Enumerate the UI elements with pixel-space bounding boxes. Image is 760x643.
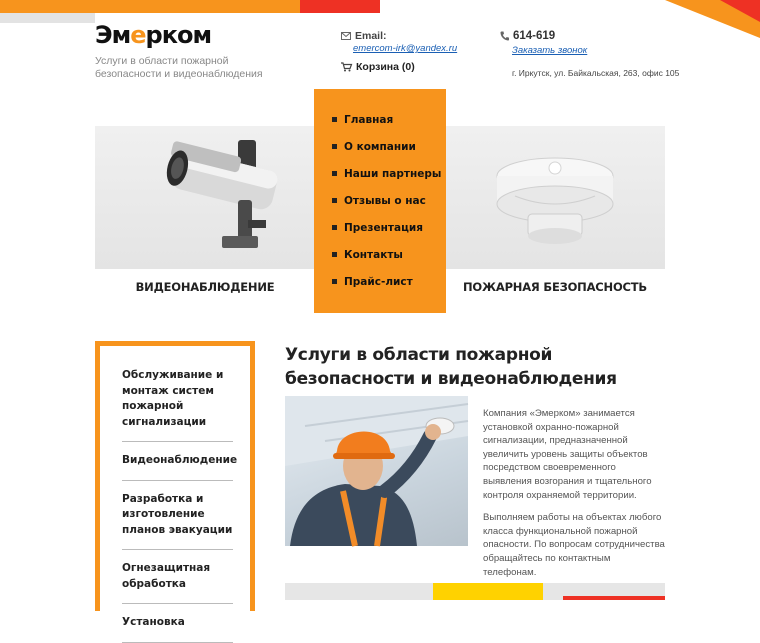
menu-item-label: Прайс-лист bbox=[344, 275, 413, 288]
site-tagline: Услуги в области пожарной безопасности и видеонаблюдения bbox=[95, 55, 263, 80]
company-description bbox=[483, 407, 665, 579]
cctv-camera-image bbox=[160, 140, 290, 258]
menu-item-pricelist[interactable] bbox=[314, 268, 446, 295]
technician-photo bbox=[285, 396, 468, 546]
logo-text-accent: е bbox=[130, 21, 146, 49]
address-text: г. Иркутск, ул. Байкальская, 263, офис 105 bbox=[512, 68, 680, 78]
logo-text-part: рком bbox=[145, 21, 212, 49]
description-paragraph: Выполняем работы на объектах любого класса функциональной пожарной опасности. По вопросам сотрудничества обращайтесь по контактным телефонам. bbox=[483, 512, 665, 578]
menu-item-presentation[interactable] bbox=[314, 214, 446, 241]
cart-icon bbox=[341, 62, 352, 72]
logo-text-part: Эм bbox=[95, 21, 131, 49]
main-menu bbox=[314, 89, 446, 313]
email-label-row bbox=[341, 30, 457, 42]
page-title: Услуги в области пожарной безопасности и видеонаблюдения bbox=[285, 345, 617, 389]
sidebar-item-video[interactable]: Видеонаблюдение bbox=[122, 442, 233, 481]
menu-item-partners[interactable] bbox=[314, 160, 446, 187]
menu-item-label: Наши партнеры bbox=[344, 167, 442, 180]
menu-item-label: Контакты bbox=[344, 248, 403, 261]
callback-link[interactable]: Заказать звонок bbox=[512, 45, 588, 56]
phone-text: 614-619 bbox=[513, 30, 556, 42]
banner-label-fire[interactable]: ПОЖАРНАЯ БЕЗОПАСНОСТЬ bbox=[463, 280, 647, 294]
menu-item-label: Презентация bbox=[344, 221, 423, 234]
bullet-icon bbox=[332, 198, 337, 203]
menu-item-home[interactable] bbox=[314, 106, 446, 133]
cart-label: Корзина (0) bbox=[356, 61, 415, 73]
email-link[interactable]: emercom-irk@yandex.ru bbox=[353, 43, 458, 54]
site-logo[interactable] bbox=[95, 22, 211, 48]
decor-stripe-red bbox=[300, 0, 380, 13]
bullet-icon bbox=[332, 117, 337, 122]
bullet-icon bbox=[332, 171, 337, 176]
bullet-icon bbox=[332, 225, 337, 230]
bottom-strip-red bbox=[563, 596, 665, 600]
decor-stripe-orange bbox=[0, 0, 300, 13]
menu-item-label: Отзывы о нас bbox=[344, 194, 426, 207]
description-paragraph: Компания «Эмерком» занимается установкой охранно-пожарной сигнализации, предназначенной увеличить уровень защиты объектов посредством своевременного выявления возгорания и тщательного контроля охраняемой территории. bbox=[483, 408, 652, 501]
bullet-icon bbox=[332, 252, 337, 257]
bottom-strip-yellow bbox=[433, 583, 543, 600]
sidebar-item-fireproofing[interactable]: Огнезащитная обработка bbox=[122, 550, 233, 604]
bullet-icon bbox=[332, 144, 337, 149]
menu-item-label: О компании bbox=[344, 140, 416, 153]
email-block bbox=[341, 30, 457, 54]
menu-item-reviews[interactable] bbox=[314, 187, 446, 214]
email-label: Email: bbox=[355, 30, 387, 42]
services-sidebar bbox=[95, 341, 255, 628]
cart-link[interactable] bbox=[341, 61, 415, 73]
menu-item-about[interactable] bbox=[314, 133, 446, 160]
technician-illustration bbox=[285, 396, 468, 546]
menu-item-label: Главная bbox=[344, 113, 394, 126]
smoke-detector-image bbox=[490, 146, 620, 251]
phone-number bbox=[500, 30, 555, 42]
phone-icon bbox=[500, 31, 509, 41]
bullet-icon bbox=[332, 279, 337, 284]
envelope-icon bbox=[341, 32, 351, 40]
sidebar-item-installation[interactable]: Установка bbox=[122, 604, 233, 643]
sidebar-item-evacuation-plans[interactable]: Разработка и изготовление планов эвакуации bbox=[122, 481, 233, 551]
sidebar-item-fire-alarm[interactable]: Обслуживание и монтаж систем пожарной сигнализации bbox=[122, 346, 233, 442]
banner-label-video[interactable]: ВИДЕОНАБЛЮДЕНИЕ bbox=[135, 280, 275, 294]
menu-item-contacts[interactable] bbox=[314, 241, 446, 268]
decor-stripe-gray bbox=[0, 13, 95, 23]
